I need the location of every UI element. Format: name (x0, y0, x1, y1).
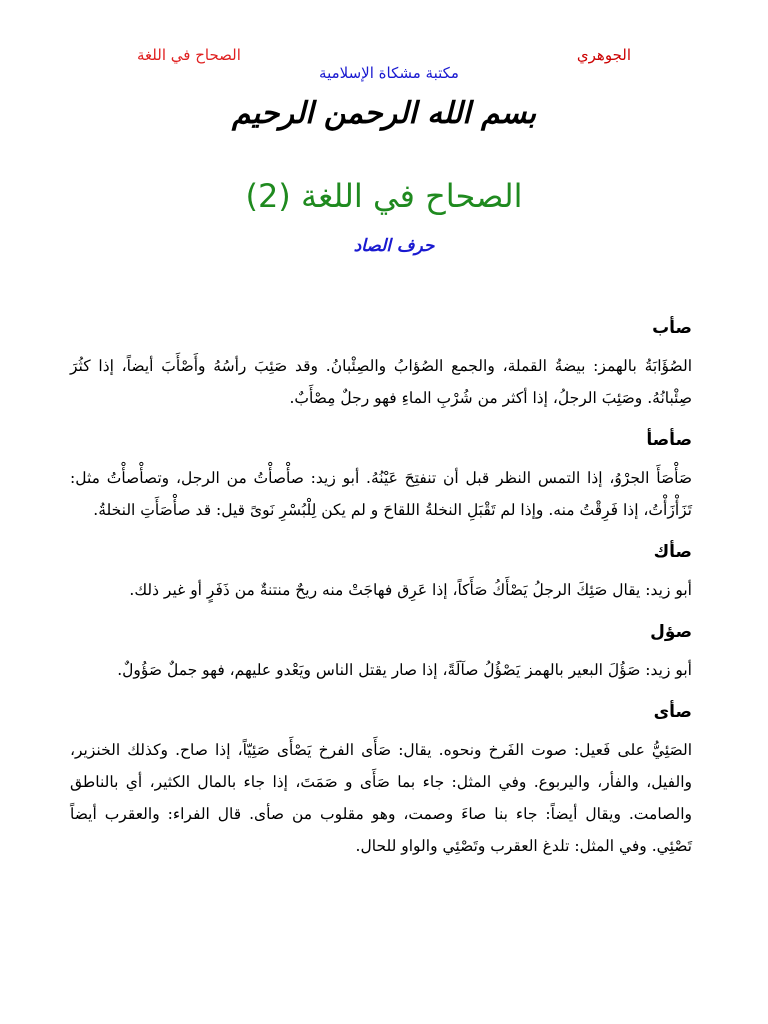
header-library: مكتبة مشكاة الإسلامية (319, 64, 459, 82)
basmala-calligraphy: بسم الله الرحمن الرحيم (231, 96, 537, 131)
entry-headword: صأب (652, 318, 692, 338)
entry-definition: الصَئِيُّ على فَعيل: صوت الفَرخ ونحوه. يقال: صَأَى الفرخ يَصْأَى صَئِيّاً، إذا صاح. وكذلك الخنزير، والفيل، والفأر، واليربوع. وفي المثل: جاء بما صَأَى و صَمَتَ، إذا جاء بالمال الكثير، أي بالناطق والصامت. ويقال أيضاً: جاء بنا صاءَ وصمت، وهو مقلوب من صأى. قال الفراء: والعقرب أيضاً تَصْئِي. وفي المثل: تلدغ العقرب وتَصْئِي والواو للحال. (70, 741, 692, 855)
header-book-title: الصحاح في اللغة (137, 46, 241, 64)
dictionary-entries (70, 316, 692, 876)
entry-headword: صأى (653, 702, 692, 722)
page-subtitle: حرف الصاد (353, 236, 435, 256)
entry-sasa (70, 428, 692, 526)
page-title: الصحاح في اللغة (2) (245, 177, 523, 215)
entry-headword: صأك (653, 542, 692, 562)
entry-sal (70, 620, 692, 686)
entry-definition: الصُؤَابَةُ بالهمز: بيضةُ القملة، والجمع الصُؤابُ والصِئْبانُ. وقد صَئِبَ رأسُهُ وأَصْأَبَ أيضاً، إذا كثُرَ صِئْبانُهُ. وصَئِبَ الرجلُ، إذا أكثر من شُرْبِ الماءِ فهو رجلٌ مِصْأَبٌ. (70, 357, 692, 407)
header-author: الجوهري (576, 46, 631, 64)
entry-definition: أبو زيد: صَؤُلَ البعير بالهمز يَصْؤُلُ صآلَةً، إذا صار يقتل الناس ويَعْدو عليهم، فهو جملٌ صَؤُولٌ. (117, 661, 692, 679)
entry-headword: صؤل (650, 622, 692, 642)
entry-headword: صأصأ (646, 430, 692, 450)
entry-definition: صَأْصَأَ الجرْوُ، إذا التمس النظر قبل أن تنفتِحَ عَيْنُهُ. أبو زيد: صأْصأْتُ من الرجل، وتصأْصأْتُ مثل: تَزَأْزَأْتُ، إذا فَرِقْتُ منه. وإذا لم تَقْبَلِ النخلةُ اللقاحَ و لم يكن لِلْبُسْرِ نَوىً قيل: قد صأْصَأَتِ النخلةُ. (70, 469, 692, 519)
entry-sak (70, 540, 692, 606)
entry-saa (70, 700, 692, 862)
entry-definition: أبو زيد: يقال صَئِكَ الرجلُ يَصْأَكُ صَأَكاً، إذا عَرِق فهاجَتْ منه ريحٌ منتنةٌ من ذَفَرٍ أو غير ذلك. (129, 581, 692, 599)
entry-sab (70, 316, 692, 414)
